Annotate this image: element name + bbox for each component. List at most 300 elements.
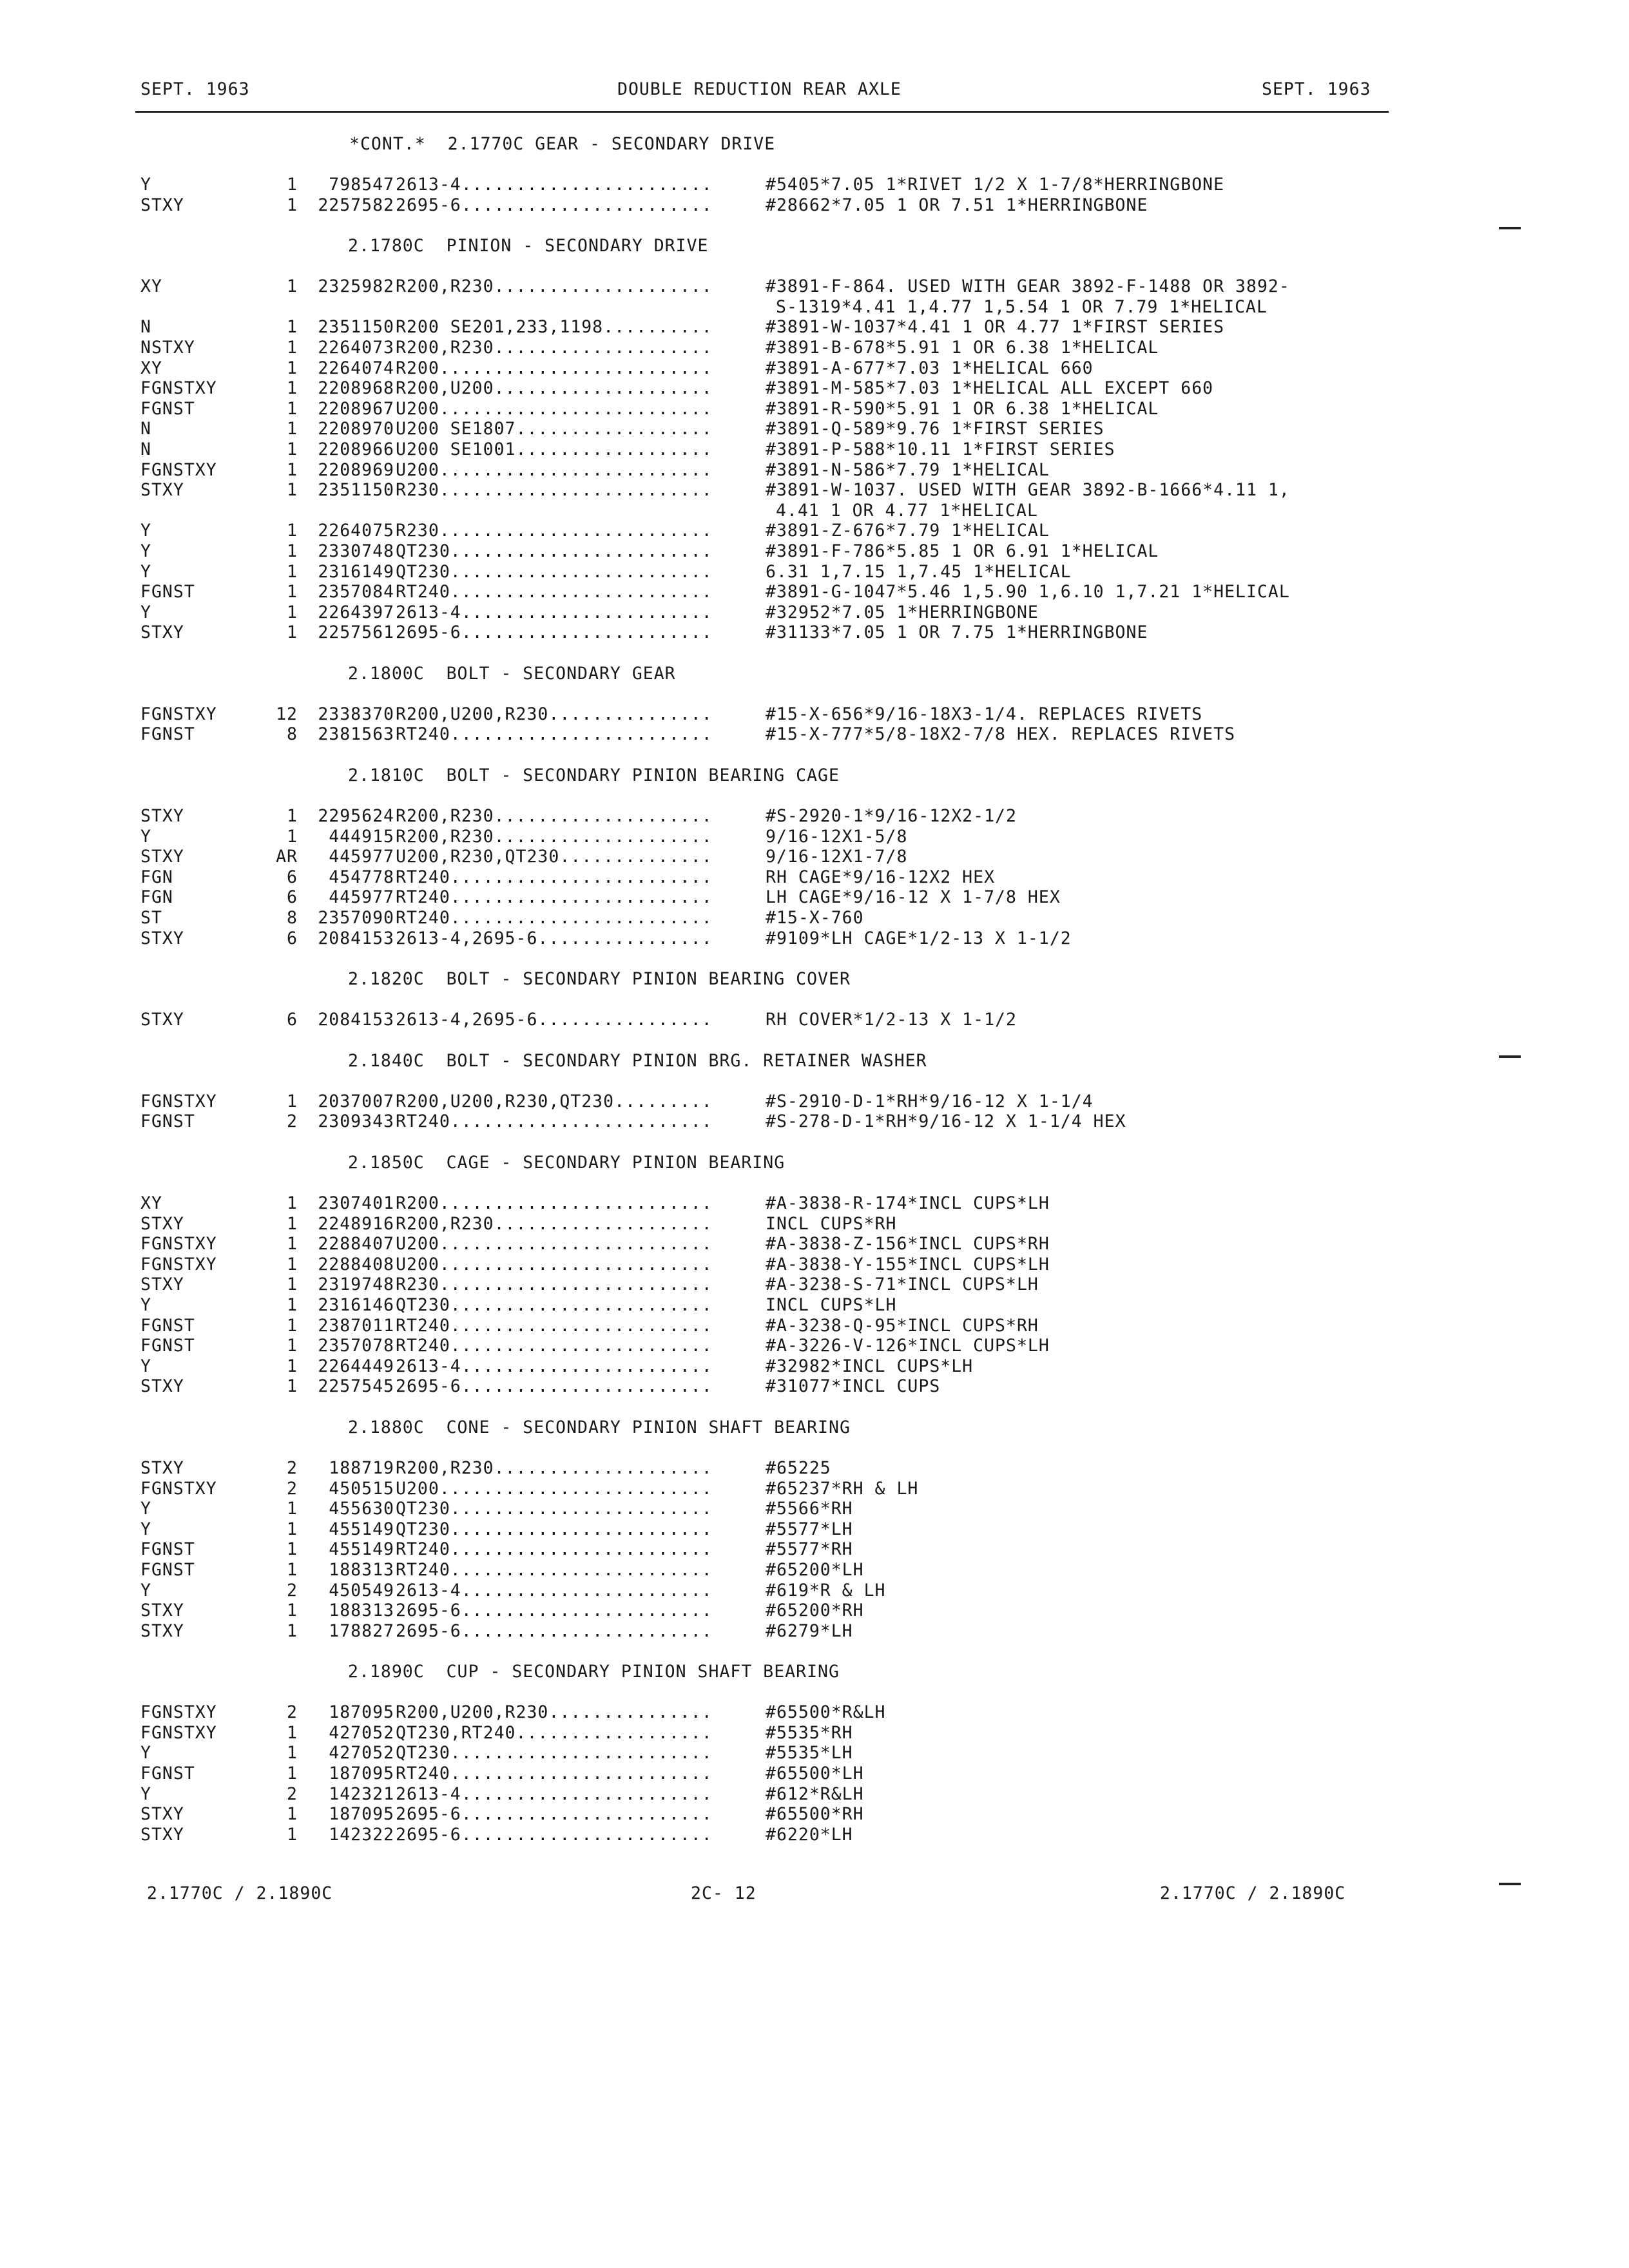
part-detail: #612*R&LH bbox=[766, 1783, 864, 1804]
parts-list bbox=[0, 134, 1629, 1865]
model-code: STXY bbox=[140, 1457, 184, 1478]
model-code: Y bbox=[140, 1294, 151, 1315]
quantity: 1 bbox=[287, 1600, 298, 1621]
model-code: STXY bbox=[140, 1274, 184, 1295]
part-number: 2264449 bbox=[318, 1356, 394, 1376]
footer-range-right: 2.1770C / 2.1890C bbox=[1160, 1883, 1346, 1903]
application: U200......................... bbox=[396, 1254, 713, 1274]
application: RT240........................ bbox=[396, 582, 713, 602]
quantity: 8 bbox=[287, 908, 298, 928]
model-code: STXY bbox=[140, 1600, 184, 1621]
section-gap bbox=[0, 948, 1629, 969]
part-number: 2288408 bbox=[318, 1254, 394, 1274]
header-date-left: SEPT. 1963 bbox=[140, 79, 250, 99]
part-detail: #3891-M-585*7.03 1*HELICAL ALL EXCEPT 660 bbox=[766, 378, 1214, 399]
model-code: FGNST bbox=[140, 1111, 195, 1132]
application: QT230........................ bbox=[396, 561, 713, 582]
part-number: 2307401 bbox=[318, 1193, 394, 1213]
list-item bbox=[0, 1804, 1629, 1825]
model-code: N bbox=[140, 419, 151, 439]
part-detail: #S-2920-1*9/16-12X2-1/2 bbox=[766, 806, 1017, 827]
model-code: Y bbox=[140, 175, 151, 195]
model-code: Y bbox=[140, 826, 151, 847]
model-code: STXY bbox=[140, 1824, 184, 1845]
list-item bbox=[0, 1539, 1629, 1560]
part-detail: #65200*RH bbox=[766, 1600, 864, 1621]
section-title: 2.1810C BOLT - SECONDARY PINION BEARING CAGE bbox=[348, 765, 840, 786]
model-code: FGN bbox=[140, 887, 173, 908]
section-title: 2.1840C BOLT - SECONDARY PINION BRG. RETAINER WASHER bbox=[348, 1050, 927, 1071]
part-number: 2319748 bbox=[318, 1274, 394, 1295]
part-detail: 9/16-12X1-5/8 bbox=[766, 826, 908, 847]
part-detail: #3891-W-1037*4.41 1 OR 4.77 1*FIRST SERIES bbox=[766, 317, 1225, 338]
quantity: 1 bbox=[287, 622, 298, 643]
footer-page-number: 2C- 12 bbox=[691, 1883, 757, 1903]
part-number: 2084153 bbox=[318, 1010, 394, 1030]
application: RT240........................ bbox=[396, 1559, 713, 1580]
application: RT240........................ bbox=[396, 724, 713, 745]
part-number: 445977 bbox=[329, 887, 394, 908]
part-number: 445977 bbox=[329, 847, 394, 867]
application: 2613-4,2695-6................ bbox=[396, 1010, 713, 1030]
application: R200,R230.................... bbox=[396, 1213, 713, 1234]
section-gap bbox=[0, 1845, 1629, 1865]
list-item bbox=[0, 1479, 1629, 1499]
part-number: 427052 bbox=[329, 1722, 394, 1743]
application: 2613-4....................... bbox=[396, 175, 713, 195]
list-item bbox=[0, 1723, 1629, 1744]
part-detail: #3891-F-864. USED WITH GEAR 3892-F-1488 OR 3892- bbox=[766, 276, 1290, 297]
quantity: 8 bbox=[287, 724, 298, 745]
list-item bbox=[0, 1193, 1629, 1214]
part-detail: #3891-G-1047*5.46 1,5.90 1,6.10 1,7.21 1*HELICAL bbox=[766, 582, 1290, 602]
list-item bbox=[0, 175, 1629, 195]
list-item bbox=[0, 562, 1629, 582]
part-number: 2264075 bbox=[318, 521, 394, 541]
list-item bbox=[0, 439, 1629, 460]
quantity: 2 bbox=[287, 1702, 298, 1723]
list-item-continuation bbox=[0, 297, 1629, 318]
part-detail: #65200*LH bbox=[766, 1559, 864, 1580]
list-item bbox=[0, 1356, 1629, 1377]
application: RT240........................ bbox=[396, 1315, 713, 1336]
quantity: 1 bbox=[287, 175, 298, 195]
application: R200,R230.................... bbox=[396, 337, 713, 358]
application: RT240........................ bbox=[396, 1111, 713, 1132]
application: U200 SE1001.................. bbox=[396, 439, 713, 459]
part-detail: #3891-R-590*5.91 1 OR 6.38 1*HELICAL bbox=[766, 398, 1159, 419]
list-item bbox=[0, 1234, 1629, 1254]
application: R200,U200,R230............... bbox=[396, 1702, 713, 1723]
model-code: FGNST bbox=[140, 1539, 195, 1560]
part-number: 2208970 bbox=[318, 419, 394, 439]
part-number: 444915 bbox=[329, 826, 394, 847]
model-code: FGNST bbox=[140, 1559, 195, 1580]
part-number: 2257582 bbox=[318, 195, 394, 215]
application: 2613-4....................... bbox=[396, 602, 713, 622]
section bbox=[0, 765, 1629, 969]
part-number: 2351150 bbox=[318, 480, 394, 501]
list-item bbox=[0, 1560, 1629, 1581]
part-number: 455149 bbox=[329, 1539, 394, 1560]
part-detail: #S-278-D-1*RH*9/16-12 X 1-1/4 HEX bbox=[766, 1111, 1126, 1132]
list-item bbox=[0, 1458, 1629, 1479]
part-detail: #A-3838-Y-155*INCL CUPS*LH bbox=[766, 1254, 1050, 1274]
list-item bbox=[0, 338, 1629, 358]
list-item bbox=[0, 378, 1629, 399]
list-item bbox=[0, 1254, 1629, 1275]
application: QT230........................ bbox=[396, 1743, 713, 1763]
part-number: 142322 bbox=[329, 1824, 394, 1845]
quantity: 1 bbox=[287, 459, 298, 480]
list-item bbox=[0, 399, 1629, 419]
quantity: 1 bbox=[287, 1763, 298, 1784]
application: 2695-6....................... bbox=[396, 1600, 713, 1621]
part-number: 2264073 bbox=[318, 337, 394, 358]
list-item bbox=[0, 1295, 1629, 1316]
quantity: 1 bbox=[287, 480, 298, 501]
quantity: 2 bbox=[287, 1783, 298, 1804]
list-item bbox=[0, 928, 1629, 949]
section bbox=[0, 134, 1629, 236]
application: R200,U200,R230,QT230......... bbox=[396, 1091, 713, 1111]
list-item bbox=[0, 1376, 1629, 1397]
application: R230......................... bbox=[396, 480, 713, 501]
model-code: FGNST bbox=[140, 1336, 195, 1356]
part-detail: #A-3238-Q-95*INCL CUPS*RH bbox=[766, 1315, 1039, 1336]
list-item bbox=[0, 1763, 1629, 1784]
quantity: 2 bbox=[287, 1580, 298, 1600]
list-item bbox=[0, 276, 1629, 297]
model-code: Y bbox=[140, 541, 151, 561]
list-item-continuation bbox=[0, 501, 1629, 521]
part-number: 2316149 bbox=[318, 561, 394, 582]
application: 2695-6....................... bbox=[396, 1804, 713, 1825]
quantity: 2 bbox=[287, 1478, 298, 1499]
part-detail: #65500*RH bbox=[766, 1804, 864, 1825]
part-detail: #5405*7.05 1*RIVET 1/2 X 1-7/8*HERRINGBONE bbox=[766, 175, 1225, 195]
part-detail: #5577*LH bbox=[766, 1519, 853, 1539]
list-item bbox=[0, 582, 1629, 602]
part-detail: #28662*7.05 1 OR 7.51 1*HERRINGBONE bbox=[766, 195, 1148, 215]
application: U200......................... bbox=[396, 1478, 713, 1499]
part-number: 187095 bbox=[329, 1804, 394, 1825]
application: QT230........................ bbox=[396, 1519, 713, 1539]
list-item bbox=[0, 806, 1629, 827]
application: R200,R230.................... bbox=[396, 826, 713, 847]
part-detail: #A-3226-V-126*INCL CUPS*LH bbox=[766, 1336, 1050, 1356]
list-item bbox=[0, 1600, 1629, 1621]
application: RT240........................ bbox=[396, 887, 713, 908]
quantity: 1 bbox=[287, 276, 298, 297]
application: 2613-4,2695-6................ bbox=[396, 928, 713, 948]
application: R200......................... bbox=[396, 1193, 713, 1213]
margin-mark bbox=[1499, 1055, 1521, 1058]
application: QT230........................ bbox=[396, 1294, 713, 1315]
part-detail: #S-2910-D-1*RH*9/16-12 X 1-1/4 bbox=[766, 1091, 1094, 1111]
part-detail: 9/16-12X1-7/8 bbox=[766, 847, 908, 867]
list-item bbox=[0, 827, 1629, 847]
part-number: 2208969 bbox=[318, 459, 394, 480]
application: RT240........................ bbox=[396, 867, 713, 887]
part-number: 2357090 bbox=[318, 908, 394, 928]
quantity: 6 bbox=[287, 867, 298, 887]
model-code: STXY bbox=[140, 1010, 184, 1030]
application: U200 SE1807.................. bbox=[396, 419, 713, 439]
model-code: FGN bbox=[140, 867, 173, 887]
part-detail: #3891-F-786*5.85 1 OR 6.91 1*HELICAL bbox=[766, 541, 1159, 561]
quantity: 1 bbox=[287, 1824, 298, 1845]
quantity: 1 bbox=[287, 1519, 298, 1539]
quantity: 1 bbox=[287, 1356, 298, 1376]
part-detail: #3891-N-586*7.79 1*HELICAL bbox=[766, 459, 1050, 480]
part-detail: #A-3838-Z-156*INCL CUPS*RH bbox=[766, 1234, 1050, 1254]
part-detail-continued: S-1319*4.41 1,4.77 1,5.54 1 OR 7.79 1*HELICAL bbox=[776, 296, 1268, 317]
list-item bbox=[0, 887, 1629, 908]
quantity: 1 bbox=[287, 1376, 298, 1397]
list-item bbox=[0, 1519, 1629, 1540]
list-item bbox=[0, 419, 1629, 439]
part-number: 2357084 bbox=[318, 582, 394, 602]
list-item bbox=[0, 1499, 1629, 1519]
quantity: 2 bbox=[287, 1111, 298, 1132]
section-title: 2.1890C CUP - SECONDARY PINION SHAFT BEARING bbox=[348, 1662, 840, 1682]
quantity: 6 bbox=[287, 928, 298, 948]
application: R200,R230.................... bbox=[396, 806, 713, 827]
application: R200 SE201,233,1198.......... bbox=[396, 317, 713, 338]
part-detail: #A-3238-S-71*INCL CUPS*LH bbox=[766, 1274, 1039, 1295]
part-number: 450515 bbox=[329, 1478, 394, 1499]
application: 2695-6....................... bbox=[396, 1620, 713, 1641]
part-number: 2325982 bbox=[318, 276, 394, 297]
list-item bbox=[0, 1111, 1629, 1132]
quantity: 1 bbox=[287, 1743, 298, 1763]
section-title: 2.1850C CAGE - SECONDARY PINION BEARING bbox=[348, 1153, 786, 1173]
model-code: N bbox=[140, 317, 151, 338]
part-detail: #15-X-777*5/8-18X2-7/8 HEX. REPLACES RIVETS bbox=[766, 724, 1236, 745]
model-code: Y bbox=[140, 1783, 151, 1804]
part-number: 2351150 bbox=[318, 317, 394, 338]
part-detail: #5566*RH bbox=[766, 1499, 853, 1519]
part-number: 2037007 bbox=[318, 1091, 394, 1111]
application: 2695-6....................... bbox=[396, 1376, 713, 1397]
list-item bbox=[0, 1581, 1629, 1601]
model-code: Y bbox=[140, 1580, 151, 1600]
part-detail: INCL CUPS*RH bbox=[766, 1213, 897, 1234]
application: R230......................... bbox=[396, 1274, 713, 1295]
quantity: 2 bbox=[287, 1457, 298, 1478]
model-code: FGNSTXY bbox=[140, 1234, 217, 1254]
model-code: FGNSTXY bbox=[140, 1722, 217, 1743]
part-detail: #A-3838-R-174*INCL CUPS*LH bbox=[766, 1193, 1050, 1213]
part-number: 2208968 bbox=[318, 378, 394, 399]
model-code: STXY bbox=[140, 1213, 184, 1234]
part-detail: #5535*LH bbox=[766, 1743, 853, 1763]
part-number: 178827 bbox=[329, 1620, 394, 1641]
section-gap bbox=[0, 1132, 1629, 1153]
section bbox=[0, 1662, 1629, 1865]
section-gap bbox=[0, 745, 1629, 765]
part-detail: #31133*7.05 1 OR 7.75 1*HERRINGBONE bbox=[766, 622, 1148, 643]
part-number: 2381563 bbox=[318, 724, 394, 745]
model-code: FGNSTXY bbox=[140, 1478, 217, 1499]
part-number: 2264397 bbox=[318, 602, 394, 622]
application: R230......................... bbox=[396, 521, 713, 541]
part-detail: #15-X-760 bbox=[766, 908, 864, 928]
list-item bbox=[0, 622, 1629, 643]
application: QT230........................ bbox=[396, 541, 713, 561]
part-number: 187095 bbox=[329, 1763, 394, 1784]
quantity: 1 bbox=[287, 419, 298, 439]
list-item bbox=[0, 1316, 1629, 1336]
list-item bbox=[0, 847, 1629, 867]
model-code: STXY bbox=[140, 1376, 184, 1397]
part-detail: #5577*RH bbox=[766, 1539, 853, 1560]
model-code: STXY bbox=[140, 806, 184, 827]
header-rule bbox=[135, 111, 1389, 113]
section bbox=[0, 664, 1629, 765]
model-code: Y bbox=[140, 1499, 151, 1519]
quantity: 1 bbox=[287, 1315, 298, 1336]
model-code: FGNSTXY bbox=[140, 1091, 217, 1111]
application: 2613-4....................... bbox=[396, 1356, 713, 1376]
quantity: 1 bbox=[287, 378, 298, 399]
list-item bbox=[0, 480, 1629, 501]
quantity: 1 bbox=[287, 521, 298, 541]
part-number: 2357078 bbox=[318, 1336, 394, 1356]
quantity: 1 bbox=[287, 1336, 298, 1356]
model-code: STXY bbox=[140, 195, 184, 215]
model-code: FGNSTXY bbox=[140, 1702, 217, 1723]
quantity: 1 bbox=[287, 1213, 298, 1234]
part-number: 798547 bbox=[329, 175, 394, 195]
list-item bbox=[0, 602, 1629, 623]
part-detail: #3891-P-588*10.11 1*FIRST SERIES bbox=[766, 439, 1115, 459]
list-item bbox=[0, 908, 1629, 928]
model-code: XY bbox=[140, 358, 162, 378]
part-number: 450549 bbox=[329, 1580, 394, 1600]
application: QT230........................ bbox=[396, 1499, 713, 1519]
application: U200,R230,QT230.............. bbox=[396, 847, 713, 867]
section-title: *CONT.* 2.1770C GEAR - SECONDARY DRIVE bbox=[349, 134, 776, 154]
list-item bbox=[0, 867, 1629, 888]
section bbox=[0, 1051, 1629, 1153]
quantity: 1 bbox=[287, 1294, 298, 1315]
section-gap bbox=[0, 1397, 1629, 1418]
part-detail: #3891-Z-676*7.79 1*HELICAL bbox=[766, 521, 1050, 541]
model-code: Y bbox=[140, 1356, 151, 1376]
quantity: 1 bbox=[287, 1234, 298, 1254]
application: 2695-6....................... bbox=[396, 622, 713, 643]
model-code: STXY bbox=[140, 622, 184, 643]
part-detail: #6279*LH bbox=[766, 1620, 853, 1641]
quantity: 6 bbox=[287, 1010, 298, 1030]
quantity: 1 bbox=[287, 1499, 298, 1519]
margin-mark bbox=[1499, 227, 1521, 229]
section-gap bbox=[0, 1641, 1629, 1662]
model-code: Y bbox=[140, 1519, 151, 1539]
part-detail-continued: 4.41 1 OR 4.77 1*HELICAL bbox=[776, 500, 1038, 521]
application: RT240........................ bbox=[396, 908, 713, 928]
list-item bbox=[0, 541, 1629, 562]
part-number: 2387011 bbox=[318, 1315, 394, 1336]
section bbox=[0, 1153, 1629, 1418]
header-date-right: SEPT. 1963 bbox=[1262, 79, 1371, 99]
list-item bbox=[0, 1743, 1629, 1763]
model-code: FGNST bbox=[140, 398, 195, 419]
model-code: N bbox=[140, 439, 151, 459]
quantity: 1 bbox=[287, 317, 298, 338]
application: RT240........................ bbox=[396, 1336, 713, 1356]
quantity: 1 bbox=[287, 1193, 298, 1213]
application: U200......................... bbox=[396, 459, 713, 480]
part-number: 2257561 bbox=[318, 622, 394, 643]
quantity: 1 bbox=[287, 337, 298, 358]
list-item bbox=[0, 1702, 1629, 1723]
part-detail: #3891-Q-589*9.76 1*FIRST SERIES bbox=[766, 419, 1104, 439]
section bbox=[0, 1418, 1629, 1662]
part-number: 454778 bbox=[329, 867, 394, 887]
application: R200,U200,R230............... bbox=[396, 704, 713, 724]
model-code: FGNST bbox=[140, 582, 195, 602]
list-item bbox=[0, 1214, 1629, 1235]
model-code: Y bbox=[140, 602, 151, 622]
quantity: 1 bbox=[287, 358, 298, 378]
section-gap bbox=[0, 215, 1629, 236]
part-number: 188313 bbox=[329, 1559, 394, 1580]
quantity: 1 bbox=[287, 602, 298, 622]
quantity: 1 bbox=[287, 1539, 298, 1560]
part-detail: LH CAGE*9/16-12 X 1-7/8 HEX bbox=[766, 887, 1061, 908]
list-item bbox=[0, 460, 1629, 481]
model-code: FGNSTXY bbox=[140, 378, 217, 399]
part-detail: #65500*LH bbox=[766, 1763, 864, 1784]
part-detail: #3891-W-1037. USED WITH GEAR 3892-B-1666*4.11 1, bbox=[766, 480, 1290, 501]
list-item bbox=[0, 521, 1629, 541]
application: QT230,RT240.................. bbox=[396, 1722, 713, 1743]
quantity: 1 bbox=[287, 806, 298, 827]
quantity: 1 bbox=[287, 1559, 298, 1580]
part-detail: #619*R & LH bbox=[766, 1580, 886, 1600]
part-detail: #32952*7.05 1*HERRINGBONE bbox=[766, 602, 1039, 622]
part-detail: 6.31 1,7.15 1,7.45 1*HELICAL bbox=[766, 561, 1072, 582]
model-code: STXY bbox=[140, 1620, 184, 1641]
application: RT240........................ bbox=[396, 1763, 713, 1784]
application: R200,R230.................... bbox=[396, 1457, 713, 1478]
part-detail: RH COVER*1/2-13 X 1-1/2 bbox=[766, 1010, 1017, 1030]
part-number: 2288407 bbox=[318, 1234, 394, 1254]
model-code: Y bbox=[140, 521, 151, 541]
quantity: 12 bbox=[276, 704, 298, 724]
part-number: 2264074 bbox=[318, 358, 394, 378]
section-title: 2.1880C CONE - SECONDARY PINION SHAFT BEARING bbox=[348, 1417, 851, 1437]
model-code: FGNSTXY bbox=[140, 704, 217, 724]
quantity: 6 bbox=[287, 887, 298, 908]
application: 2613-4....................... bbox=[396, 1783, 713, 1804]
model-code: Y bbox=[140, 1743, 151, 1763]
part-number: 187095 bbox=[329, 1702, 394, 1723]
section-gap bbox=[0, 1030, 1629, 1051]
quantity: 1 bbox=[287, 1804, 298, 1825]
quantity: 1 bbox=[287, 398, 298, 419]
list-item bbox=[0, 1274, 1629, 1295]
list-item bbox=[0, 1010, 1629, 1030]
quantity: 1 bbox=[287, 1091, 298, 1111]
margin-mark bbox=[1499, 1883, 1521, 1885]
application: RT240........................ bbox=[396, 1539, 713, 1560]
part-detail: #3891-B-678*5.91 1 OR 6.38 1*HELICAL bbox=[766, 337, 1159, 358]
list-item bbox=[0, 1336, 1629, 1356]
